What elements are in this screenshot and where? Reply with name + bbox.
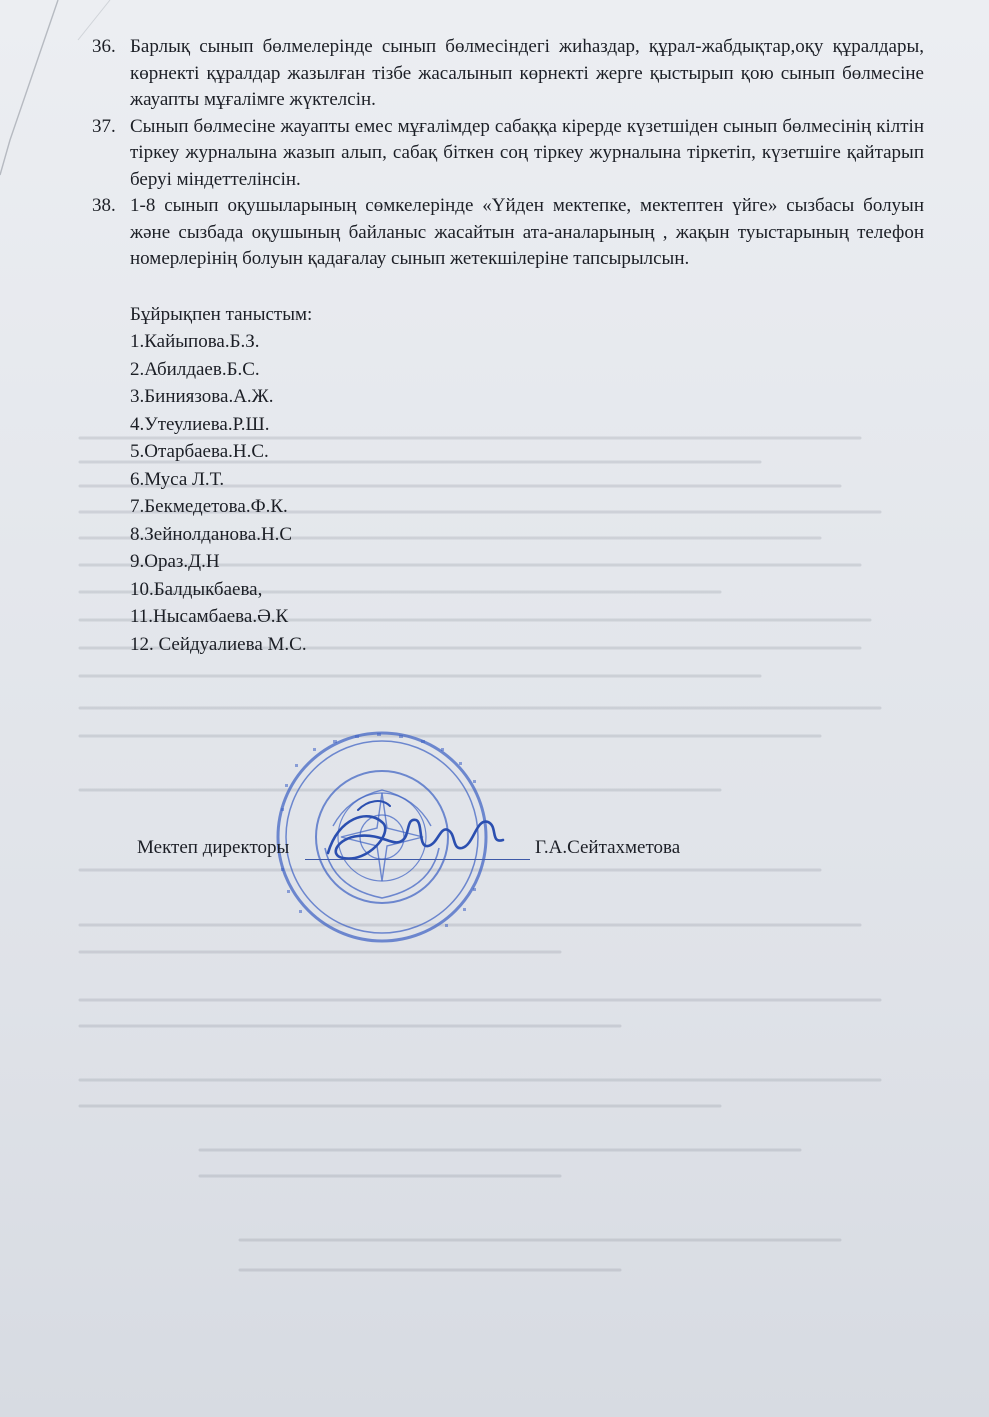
item-number: 36. [92, 36, 116, 57]
item-text: 1-8 сынып оқушыларының сөмкелерінде «Үйден мектепке, мектептен үйге» сызбасы болуын және сызбада оқушының байланыс жасайтын ата-аналарының , жақын туыстарының телефон номерлерінің болуын қадағалау сынып жетекшілеріне тапсырылсын. [130, 195, 924, 269]
list-item: 3.Биниязова.А.Ж. [130, 386, 274, 407]
acknowledgement-heading: Бұйрықпен таныстым: [130, 303, 313, 325]
list-item: 7.Бекмедетова.Ф.К. [130, 496, 288, 517]
signer-name: Г.А.Сейтахметова [535, 837, 681, 858]
item-text: Сынып бөлмесіне жауапты емес мұғалімдер сабаққа кірерде күзетшіден сынып бөлмесінің кілтін тіркеу журналына жазып алып, сабақ біткен соң тіркеу журналына тіркетіп, күзетшіге қайтарып беруі міндеттелінсін. [130, 115, 924, 190]
order-item-38 [92, 193, 924, 273]
order-item-37 [92, 114, 924, 194]
list-item: 10.Балдыкбаева, [130, 578, 263, 600]
order-item-36 [92, 34, 924, 114]
list-item: 12. Сейдуалиева М.С. [130, 633, 307, 655]
list-item: 8.Зейнолданова.Н.С [130, 523, 293, 545]
order-body [92, 34, 924, 658]
acknowledgement-list [130, 328, 924, 658]
acknowledgement-block [130, 301, 924, 659]
signature-line [305, 859, 530, 860]
list-item: 2.Абилдаев.Б.С. [130, 358, 260, 380]
list-item: 4.Утеулиева.Р.Ш. [130, 413, 270, 435]
signer-title: Мектеп директоры [137, 837, 290, 858]
item-text: Барлық сынып бөлмелерінде сынып бөлмесіндегі жиһаздар, құрал-жабдықтар,оқу құралдары, көрнекті құралдар жазылған тізбе жасалынып көрнекті жерге қыстырып қою сынып бөлмесіне жауапты мұғалімге жүктелсін. [130, 36, 924, 110]
list-item: 11.Нысамбаева.Ә.К [130, 606, 289, 627]
item-number: 38. [92, 195, 116, 216]
list-item: 9.Ораз.Д.Н [130, 551, 220, 572]
signature-block [137, 837, 837, 867]
director-signature [298, 778, 538, 888]
list-item: 1.Кайыпова.Б.З. [130, 331, 260, 352]
list-item: 6.Муса Л.Т. [130, 468, 225, 490]
item-number: 37. [92, 115, 116, 137]
list-item: 5.Отарбаева.Н.С. [130, 441, 269, 462]
